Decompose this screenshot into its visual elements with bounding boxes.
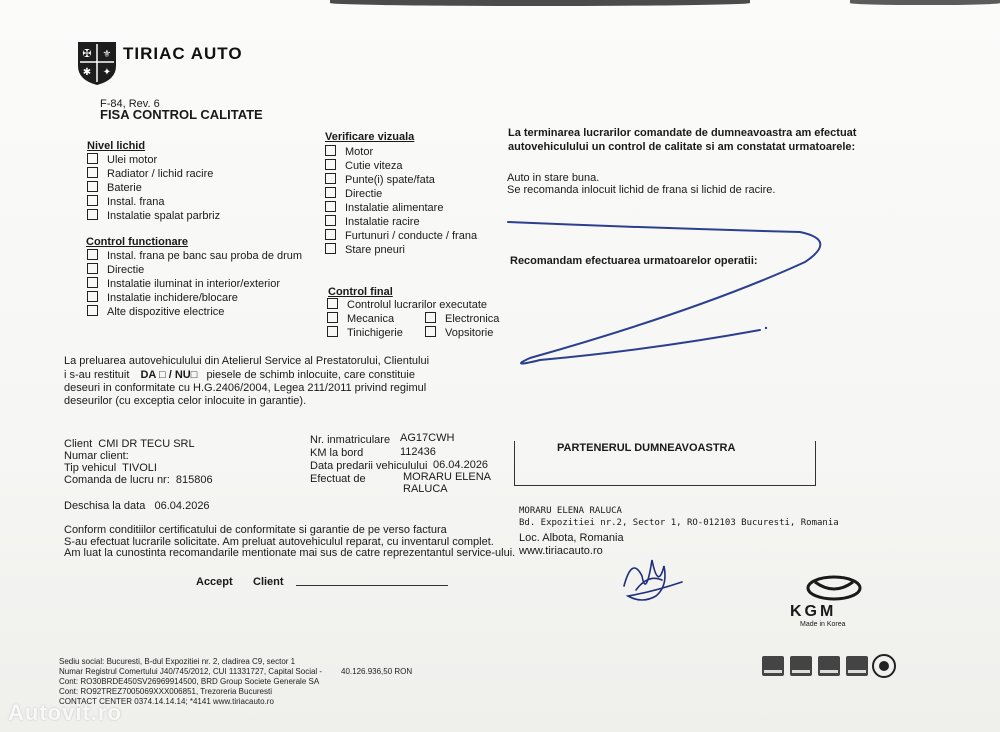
checkbox[interactable] [325, 173, 336, 184]
control-functionare-title: Control functionare [86, 236, 189, 248]
checkbox[interactable] [87, 249, 98, 260]
data-predarii-value: 06.04.2026 [433, 459, 489, 471]
data-predarii-label: Data predarii vehiculului [310, 460, 428, 472]
checkbox[interactable] [87, 291, 98, 302]
nivel-lichid-list [87, 153, 220, 223]
checkbox[interactable] [327, 312, 338, 323]
checkbox[interactable] [425, 312, 436, 323]
list-item: Controlul lucrarilor executate [327, 298, 499, 312]
footer-line: Numar Registrul Comertului J40/745/2012, CUI 11331727, Capital Social - [59, 667, 323, 676]
checkbox[interactable] [325, 201, 336, 212]
list-item: Instalatie spalat parbriz [87, 209, 220, 223]
nivel-lichid-title: Nivel lichid [87, 140, 146, 152]
checkbox[interactable] [87, 263, 98, 274]
list-item: Directie [87, 263, 302, 277]
checkbox[interactable] [87, 181, 98, 192]
checkbox[interactable] [325, 215, 336, 226]
conform-line: Am luat la cunostinta recomandarile mentionate mai sus de catre reprezentantul service-ului. [64, 547, 516, 559]
kgm-tagline: Made in Korea [800, 621, 846, 628]
checkbox[interactable] [87, 195, 98, 206]
result-line: Auto in stare buna. [507, 172, 600, 184]
preluare-line: i s-au restituit DA □ / NU□ piesele de schimb inlocuite, care constituie [64, 369, 415, 381]
checkbox[interactable] [87, 153, 98, 164]
deschisa-row: Deschisa la data 06.04.2026 [64, 500, 210, 512]
footer-line: Cont: RO92TREZ7005069XXX006851, Trezoreria Bucuresti [59, 687, 273, 696]
statement-line: autovehiculului un control de calitate si am constatat urmatoarele: [508, 141, 856, 153]
list-item: Alte dispozitive electrice [87, 305, 302, 319]
client-row: Client CMI DR TECU SRL [64, 438, 195, 450]
result-line: Se recomanda inlocuit lichid de frana si lichid de racire. [507, 184, 776, 196]
conform-line: Conform conditiilor certificatului de conformitate si garantie de pe verso factura [64, 524, 447, 536]
nr-inmatriculare-value: AG17CWH [400, 432, 455, 444]
list-item: Punte(i) spate/fata [325, 173, 477, 187]
comanda-row: Comanda de lucru nr: 815806 [64, 474, 213, 486]
partner-website[interactable]: www.tiriacauto.ro [519, 545, 603, 557]
checkbox[interactable] [327, 298, 338, 309]
tiriac-shield-icon [76, 40, 118, 86]
list-item: Instal. frana [87, 195, 220, 209]
control-functionare-list [87, 249, 302, 319]
svg-text:✦: ✦ [102, 67, 112, 78]
checkbox[interactable] [325, 145, 336, 156]
nr-inmatriculare-label: Nr. inmatriculare [310, 434, 391, 446]
checkbox[interactable] [327, 326, 338, 337]
numar-client: Numar client: [64, 450, 129, 462]
statement-line: La terminarea lucrarilor comandate de dumneavoastra am efectuat [508, 127, 857, 139]
checkbox[interactable] [325, 159, 336, 170]
footer-line: Sediu social: Bucuresti, B-dul Expozitiei nr. 2, cladirea C9, sector 1 [59, 657, 296, 666]
conform-line: S-au efectuat lucrarile solicitate. Am preluat autovehiculul reparat, cu inventarul complet. [64, 536, 494, 548]
scan-edge-shadow [330, 0, 750, 6]
form-title: FISA CONTROL CALITATE [100, 107, 263, 122]
pen-strike-mark [500, 210, 840, 380]
efectuat-value: RALUCA [403, 483, 448, 495]
list-item: Cutie viteza [325, 159, 477, 173]
checkbox[interactable] [325, 243, 336, 254]
list-item: Baterie [87, 181, 220, 195]
svg-text:⚜: ⚜ [102, 49, 112, 60]
list-item: Instalatie inchidere/blocare [87, 291, 302, 305]
efectuat-label: Efectuat de [310, 473, 366, 485]
preluare-line: La preluarea autovehiculului din Atelierul Service al Prestatorului, Clientului [64, 355, 430, 367]
list-item: Mecanica Electronica [327, 312, 499, 326]
footer-line: Cont: RO30BRDE450SV26969914500, BRD Group Societe Generale SA [59, 677, 320, 686]
brand-name: TIRIAC AUTO [123, 44, 243, 63]
certification-badges-icon [760, 652, 900, 680]
tip-vehicul-row: Tip vehicul TIVOLI [64, 462, 157, 474]
svg-text:✠: ✠ [82, 47, 92, 60]
checkbox[interactable] [87, 167, 98, 178]
checkbox[interactable] [87, 209, 98, 220]
list-item: Motor [325, 145, 477, 159]
preluare-line: deseurilor (cu exceptia celor inlocuite in garantie). [64, 395, 307, 407]
watermark: Autovit.ro [8, 700, 122, 725]
checkbox[interactable] [425, 326, 436, 337]
footer-capital: 40.126.936,50 RON [341, 667, 413, 676]
list-item: Directie [325, 187, 477, 201]
recommend-heading: Recomandam efectuarea urmatoarelor operatii: [510, 255, 758, 267]
control-final-title: Control final [328, 286, 393, 298]
partner-address: Bd. Expozitiei nr.2, Sector 1, RO-012103 Bucuresti, Romania [519, 518, 839, 528]
km-label: KM la bord [310, 447, 364, 459]
preluare-line: deseuri in conformitate cu H.G.2406/2004, Legea 211/2011 privind regimul [64, 382, 427, 394]
list-item: Instal. frana pe banc sau proba de drum [87, 249, 302, 263]
list-item: Furtunuri / conducte / frana [325, 229, 477, 243]
list-item: Tinichigerie Vopsitorie [327, 326, 499, 340]
list-item: Instalatie iluminat in interior/exterior [87, 277, 302, 291]
list-item: Instalatie racire [325, 215, 477, 229]
partner-name: MORARU ELENA RALUCA [519, 506, 622, 516]
da-nu-option[interactable]: DA □ / NU□ [140, 369, 198, 381]
checkbox[interactable] [325, 229, 336, 240]
verificare-vizuala-list [325, 145, 477, 257]
scan-edge-shadow [850, 0, 1000, 5]
signature-line[interactable] [296, 585, 448, 586]
accept-label: Accept [196, 576, 233, 588]
kgm-logo-text: KGM [790, 603, 837, 620]
list-item: Ulei motor [87, 153, 220, 167]
partner-location: Loc. Albota, Romania [519, 532, 624, 544]
checkbox[interactable] [325, 187, 336, 198]
svg-text:✱: ✱ [82, 67, 92, 78]
control-final-list [327, 298, 499, 340]
footer-line: CONTACT CENTER 0374.14.14.14; *4141 www.tiriacauto.ro [59, 697, 274, 706]
client-sign-label: Client [253, 576, 284, 588]
checkbox[interactable] [87, 305, 98, 316]
partner-title: PARTENERUL DUMNEAVOASTRA [557, 442, 736, 454]
checkbox[interactable] [87, 277, 98, 288]
list-item: Instalatie alimentare [325, 201, 477, 215]
handwritten-signature [612, 546, 692, 608]
verificare-vizuala-title: Verificare vizuala [325, 131, 415, 143]
form-code: F-84, Rev. 6 [100, 98, 160, 110]
efectuat-value: MORARU ELENA [403, 471, 492, 483]
km-value: 112436 [400, 446, 436, 458]
list-item: Radiator / lichid racire [87, 167, 220, 181]
list-item: Stare pneuri [325, 243, 477, 257]
